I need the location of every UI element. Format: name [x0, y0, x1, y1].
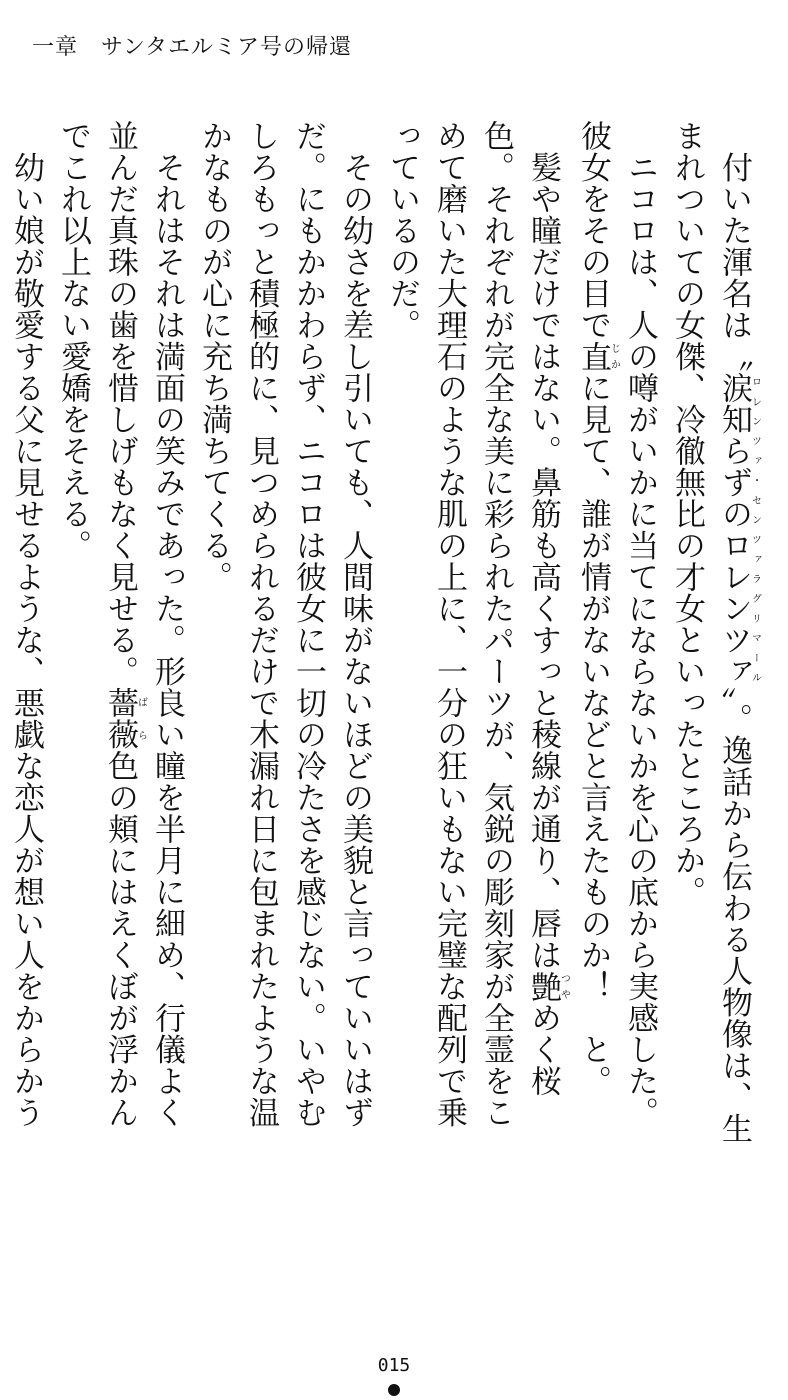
paragraph	[378, 120, 569, 1150]
ruby-reading: ロレンツァ・センツァラグリマール	[749, 372, 761, 687]
text-run: 〟。逸話から伝わる人物像は、生まれついての女傑、冷徹無比の才女といったところか。	[669, 120, 752, 1144]
page-number: 015	[377, 1355, 411, 1376]
text-run: それはそれは満面の笑みであった。形良い瞳を半月に細め、行儀よく並んだ真珠の歯を惜しげもなく見せる。	[102, 120, 185, 1128]
paragraph	[190, 120, 378, 1150]
text-run: に見て、誰が情がないなどと言えたものか！ と。	[575, 372, 611, 1097]
text-run: 幼い娘が敬愛する父に見せるような、悪戯な恋人が想い人をからかう	[8, 151, 44, 1128]
ruby-reading: じか	[608, 340, 620, 372]
text-run: その幼さを差し引いても、人間味がないほどの美貌と言っていいはずだ。にもかかわらず、ニコロは彼女に一切の冷たさを感じない。いやむしろもっと積極的に、見つめられるだけで木漏れ日に包まれたような温かなものが心に充ち満ちてくる。	[196, 120, 373, 1128]
ruby-word	[575, 340, 620, 373]
ruby-word	[525, 970, 570, 1003]
ruby-reading: ばら	[135, 687, 147, 750]
paragraph	[49, 120, 190, 1150]
ruby-word	[102, 687, 147, 750]
text-run: 色の頬にはえくぼが浮かんでこれ以上ない愛嬌をそえる。	[55, 120, 138, 1128]
ruby-word	[716, 372, 761, 687]
ruby-base: 艶	[525, 970, 561, 1002]
paragraph	[569, 120, 663, 1150]
ruby-reading: つや	[558, 970, 570, 1002]
ruby-base: 薔薇	[102, 687, 138, 750]
ruby-base: 涙知らずのロレンツァ	[716, 372, 752, 687]
paragraph	[663, 120, 760, 1150]
page-dot	[388, 1384, 400, 1396]
text-run: 髪や瞳だけではない。鼻筋も高くすっと稜線が通り、唇は	[525, 151, 561, 971]
text-run: ニコロは、人の噂がいかに当てにならないかを心の底から実感した。彼女をその目で	[575, 120, 658, 1128]
text-run: 付いた渾名は〝	[716, 151, 752, 372]
body-text	[8, 120, 761, 1150]
ruby-base: 直	[575, 340, 611, 372]
text-run: めく桜色。それぞれが完全な美に彩られたパーツが、気鋭の彫刻家が全霊をこめて磨いた大理石のような肌の上に、一分の狂いもない完璧な配列で乗っているのだ。	[384, 120, 561, 1128]
paragraph	[0, 120, 49, 1150]
running-header: 一章 サンタエルミア号の帰還	[32, 35, 353, 60]
